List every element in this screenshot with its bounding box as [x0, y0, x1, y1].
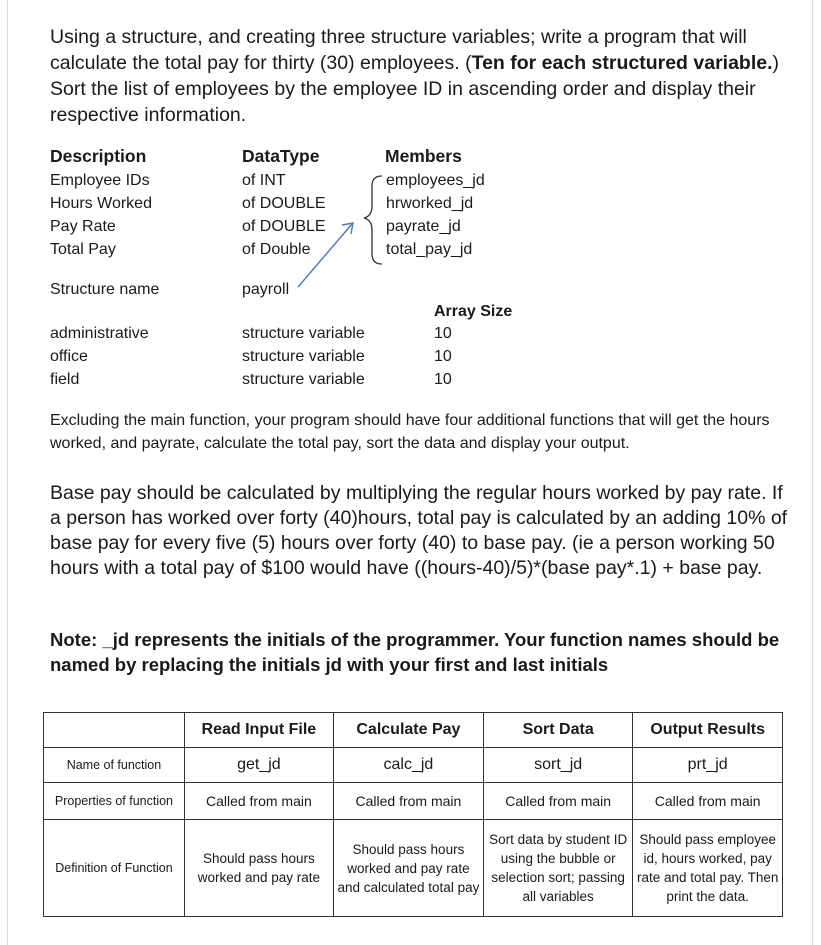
variable-kind: structure variable	[242, 325, 365, 342]
variable-kind: structure variable	[242, 371, 365, 388]
variable-name: office	[50, 348, 88, 365]
table-cell: Called from main	[184, 783, 333, 820]
table-cell: Called from main	[333, 783, 483, 820]
variable-name: administrative	[50, 325, 149, 342]
structure-name-value: payroll	[242, 281, 290, 298]
table-cell: Should pass hours worked and pay rate	[184, 820, 333, 917]
intro-bold-text: Ten for each structured variable.	[471, 52, 773, 74]
column-header: Read Input File	[184, 713, 333, 748]
description-cell: Pay Rate	[50, 218, 116, 235]
row-label: Name of function	[44, 748, 185, 783]
table-cell: Called from main	[483, 783, 632, 820]
datatype-cell: of INT	[242, 172, 286, 189]
brace-arrow-annotation	[280, 170, 390, 300]
datatype-cell: of DOUBLE	[242, 195, 326, 212]
table-cell: Should pass hours worked and pay rate and calculated total pay	[333, 820, 483, 917]
variable-size: 10	[434, 371, 452, 388]
description-cell: Hours Worked	[50, 195, 152, 212]
variable-size: 10	[434, 348, 452, 365]
function-table	[43, 712, 783, 917]
member-cell: hrworked_jd	[386, 195, 474, 212]
table-cell: sort_jd	[483, 748, 632, 783]
note-paragraph: Note: _jd represents the initials of the programmer. Your function names should be named by replacing the initials jd with your first and last initials	[50, 629, 780, 675]
table-cell: Should pass employee id, hours worked, pay rate and total pay. Then print the data.	[633, 820, 783, 917]
description-cell: Total Pay	[50, 241, 116, 258]
header-members: Members	[385, 146, 462, 166]
intro-text-1: Using a structure, and creating three structure variables; write a program that will calculate the total pay for thirty (30) employees. (	[50, 26, 747, 74]
table-row	[44, 820, 783, 917]
table-cell: prt_jd	[633, 748, 783, 783]
members-brace	[364, 176, 382, 264]
function-table-header-row	[44, 713, 783, 748]
datatype-cell: of Double	[242, 241, 311, 258]
datatype-cell: of DOUBLE	[242, 218, 326, 235]
member-cell: employees_jd	[386, 172, 485, 189]
intro-paragraph	[50, 24, 790, 128]
variable-name: field	[50, 371, 80, 388]
member-cell: payrate_jd	[386, 218, 461, 235]
header-description: Description	[50, 146, 147, 166]
variable-kind: structure variable	[242, 348, 365, 365]
row-label: Properties of function	[44, 783, 185, 820]
description-cell: Employee IDs	[50, 172, 150, 189]
intro-text-2: ) Sort the list of employees by the employee ID in ascending order and display their respective information.	[50, 52, 780, 126]
table-row	[44, 783, 783, 820]
variable-size: 10	[434, 325, 452, 342]
structure-name-label: Structure name	[50, 281, 160, 298]
table-cell: get_jd	[184, 748, 333, 783]
column-header: Sort Data	[483, 713, 632, 748]
empty-corner-cell	[44, 713, 185, 748]
pay-paragraph: Base pay should be calculated by multiplying the regular hours worked by pay rate. If a person has worked over forty (40)hours, total pay is calculated by an adding 10% of base pay for every five (5) hours over forty (40) to base pay. (ie a person working 50 hours with a total pay of $100 would have ((hours-40)/5)*(base pay*.1) + base pay.	[50, 482, 788, 579]
array-size-header: Array Size	[434, 303, 513, 320]
table-row	[44, 748, 783, 783]
row-label: Definition of Function	[44, 820, 185, 917]
header-datatype: DataType	[242, 146, 320, 166]
member-cell: total_pay_jd	[386, 241, 473, 258]
table-cell: Called from main	[633, 783, 783, 820]
table-cell: calc_jd	[333, 748, 483, 783]
table-cell: Sort data by student ID using the bubble or selection sort; passing all variables	[483, 820, 632, 917]
column-header: Calculate Pay	[333, 713, 483, 748]
arrow-line	[298, 224, 352, 287]
column-header: Output Results	[633, 713, 783, 748]
functions-paragraph: Excluding the main function, your program should have four additional functions that will get the hours worked, and payrate, calculate the total pay, sort the data and display your output.	[50, 412, 770, 452]
